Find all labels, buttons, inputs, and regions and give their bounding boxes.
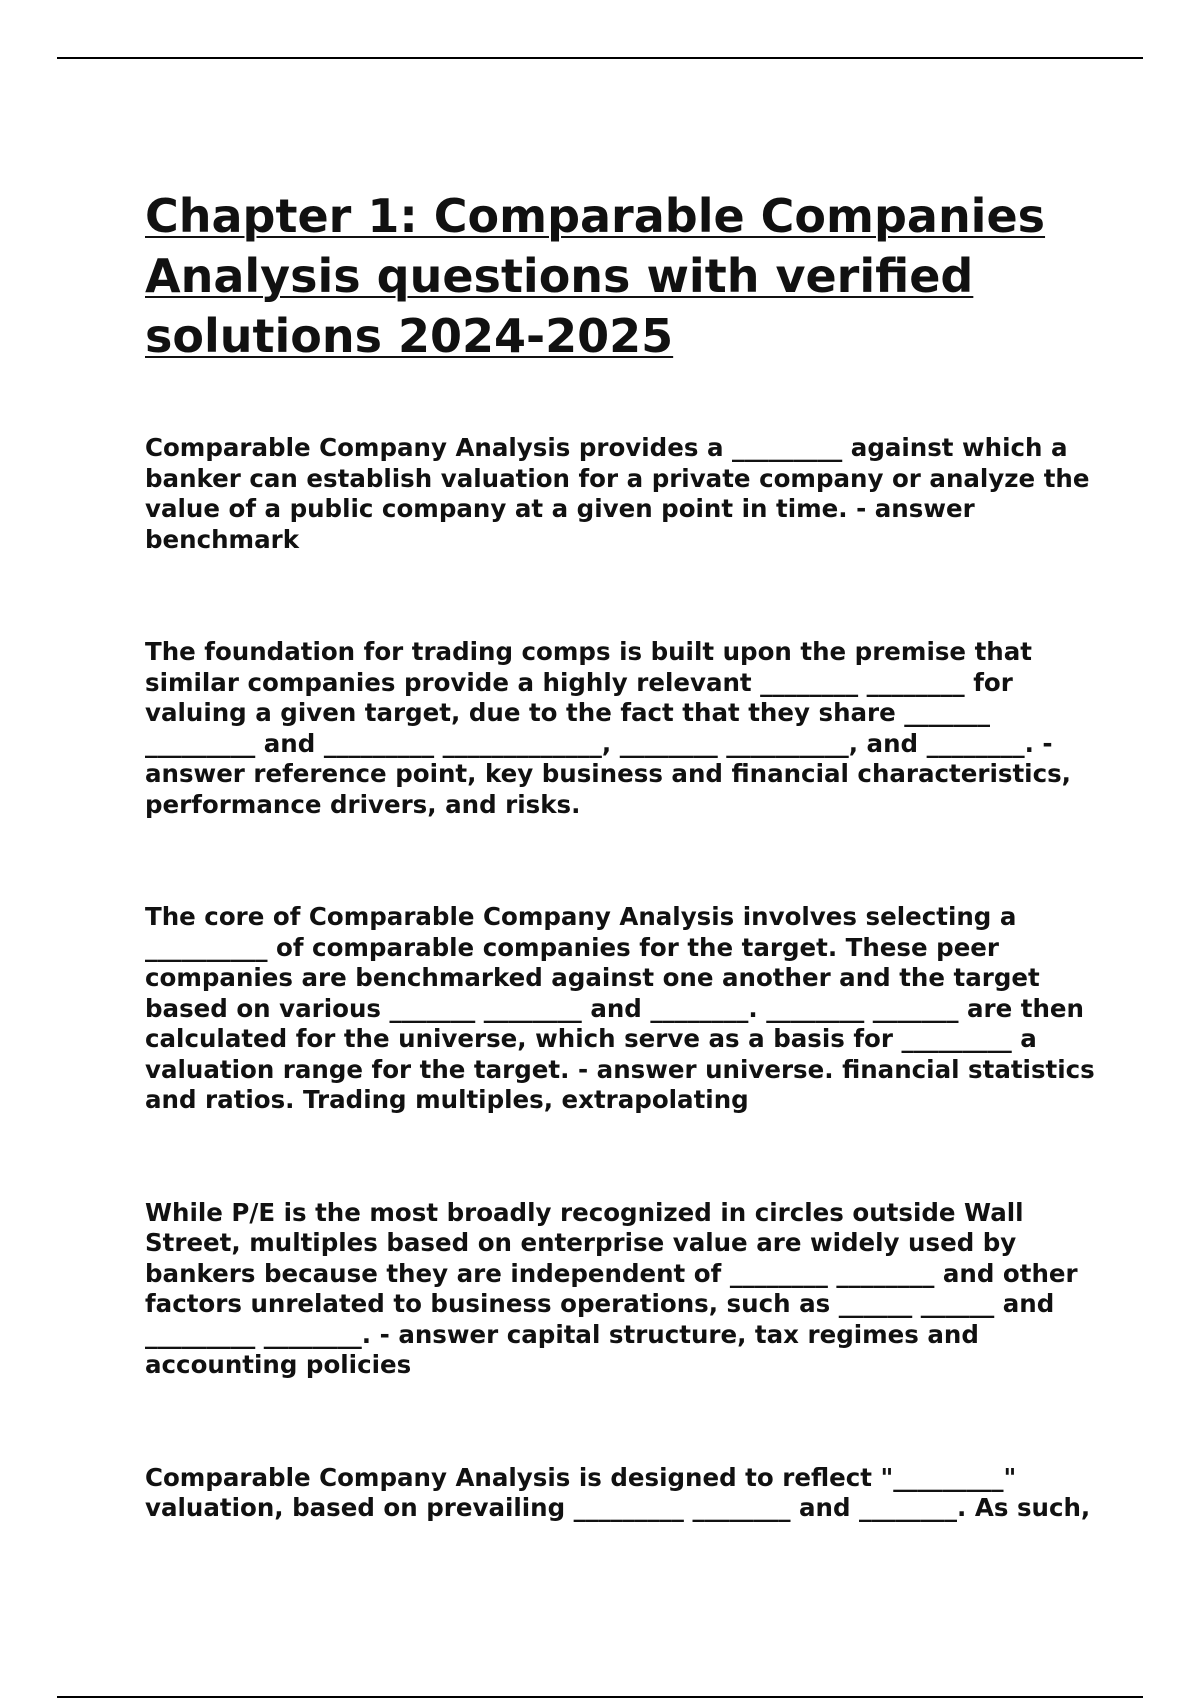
question-item: Comparable Company Analysis is designed to reflect "_________" valuation, based on prevailing _________ ________ and ________. As such,: [145, 1462, 1091, 1522]
question-list: [145, 433, 1095, 1524]
question-item: Comparable Company Analysis provides a _________ against which a banker can establish valuation for a private company or analyze the value of a public company at a given point in time. - answer benchmark: [145, 433, 1090, 554]
question-item: The foundation for trading comps is built upon the premise that similar companies provide a highly relevant ________ ________ for valuing a given target, due to the fact that they share _______ _________ and _________ _____________, ________ __________, and ________. - answer reference point, key business and financial characteristics, performance drivers, and risks.: [145, 637, 1071, 819]
question-item: The core of Comparable Company Analysis involves selecting a __________ of comparable companies for the target. These peer companies are benchmarked against one another and the target based on various _______ ________ and ________. ________ _______ are then calculated for the universe, which serve as a basis for _________ a valuation range for the target. - answer universe. financial statistics and ratios. Trading multiples, extrapolating: [145, 902, 1095, 1114]
question-item: While P/E is the most broadly recognized in circles outside Wall Street, multiples based on enterprise value are widely used by bankers because they are independent of ________ ________ and other factors unrelated to business operations, such as ______ ______ and _________ ________. - answer capital structure, tax regimes and accounting policies: [145, 1197, 1078, 1379]
document-title: Chapter 1: Comparable Companies Analysis questions with verified solutions 2024-2025: [145, 189, 1046, 363]
document-body: [145, 186, 1095, 1606]
top-rule: [57, 57, 1143, 59]
bottom-rule: [57, 1696, 1143, 1698]
